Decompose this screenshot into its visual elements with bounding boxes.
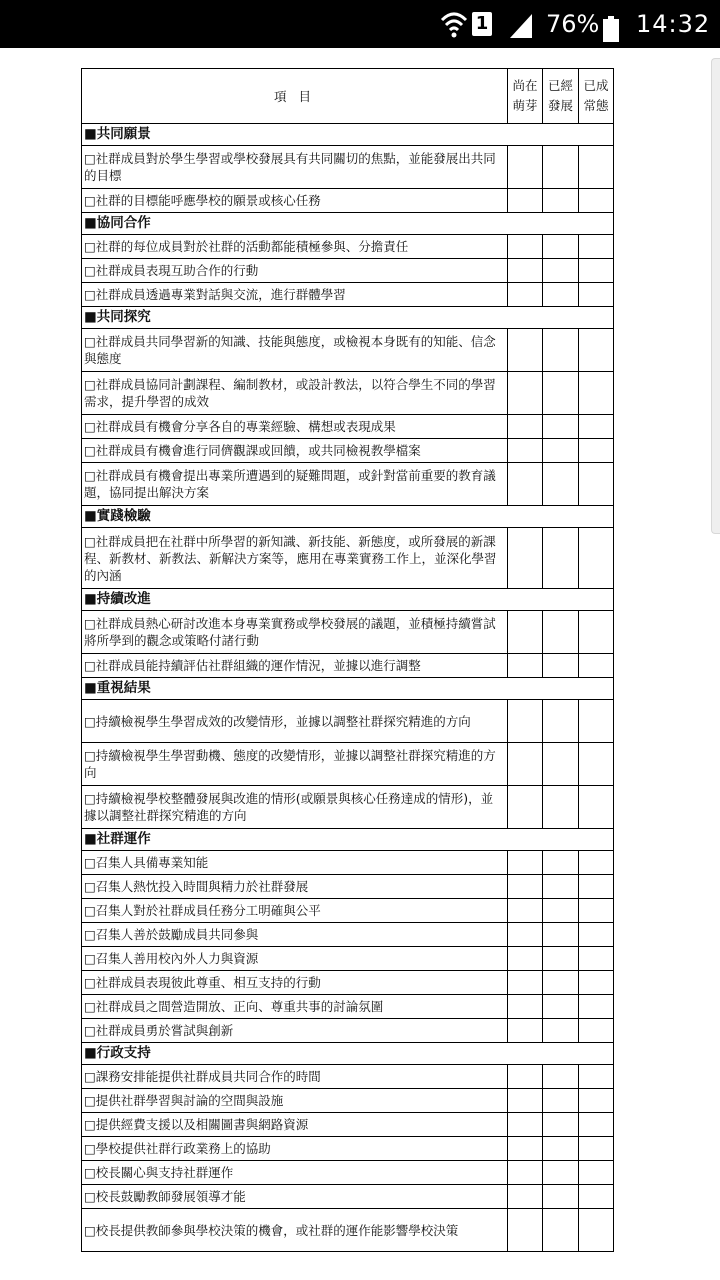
section-title: ■持續改進 bbox=[82, 589, 614, 611]
rating-cell-established[interactable] bbox=[579, 786, 614, 829]
rating-cell-developing[interactable] bbox=[543, 875, 579, 899]
rating-cell-developing[interactable] bbox=[543, 1209, 579, 1252]
header-stage-developing: 已經 發展 bbox=[543, 69, 579, 124]
rating-cell-established[interactable] bbox=[579, 259, 614, 283]
rating-cell-emerging[interactable] bbox=[508, 947, 543, 971]
rating-cell-emerging[interactable] bbox=[508, 875, 543, 899]
checklist-item[interactable]: □召集人對於社群成員任務分工明確與公平 bbox=[82, 899, 508, 923]
rating-cell-established[interactable] bbox=[579, 146, 614, 189]
rating-cell-developing[interactable] bbox=[543, 947, 579, 971]
rating-cell-emerging[interactable] bbox=[508, 235, 543, 259]
rating-cell-established[interactable] bbox=[579, 235, 614, 259]
status-bar bbox=[0, 0, 720, 48]
section-title: ■行政支持 bbox=[82, 1043, 614, 1065]
rating-cell-established[interactable] bbox=[579, 1137, 614, 1161]
battery-icon bbox=[603, 13, 619, 39]
checklist-item[interactable]: □社群成員把在社群中所學習的新知識、新技能、新態度，或所發展的新課程、新教材、新教法、新解決方案等，應用在專業實務工作上，並深化學習的內涵 bbox=[82, 528, 508, 589]
section-title: ■重視結果 bbox=[82, 678, 614, 700]
rating-cell-emerging[interactable] bbox=[508, 1137, 543, 1161]
rating-cell-emerging[interactable] bbox=[508, 146, 543, 189]
rating-cell-developing[interactable] bbox=[543, 1161, 579, 1185]
rating-cell-emerging[interactable] bbox=[508, 372, 543, 415]
rating-cell-developing[interactable] bbox=[543, 1137, 579, 1161]
rating-cell-emerging[interactable] bbox=[508, 463, 543, 506]
rating-cell-emerging[interactable] bbox=[508, 329, 543, 372]
rating-cell-developing[interactable] bbox=[543, 415, 579, 439]
rating-cell-emerging[interactable] bbox=[508, 899, 543, 923]
rating-cell-established[interactable] bbox=[579, 1065, 614, 1089]
checklist-item[interactable]: □社群成員透過專業對話與交流，進行群體學習 bbox=[82, 283, 508, 307]
rating-cell-developing[interactable] bbox=[543, 654, 579, 678]
checklist-item[interactable]: □召集人善於鼓勵成員共同參與 bbox=[82, 923, 508, 947]
rating-cell-developing[interactable] bbox=[543, 1065, 579, 1089]
rating-cell-established[interactable] bbox=[579, 528, 614, 589]
rating-cell-developing[interactable] bbox=[543, 995, 579, 1019]
rating-cell-developing[interactable] bbox=[543, 899, 579, 923]
section-title: ■協同合作 bbox=[82, 213, 614, 235]
rating-cell-emerging[interactable] bbox=[508, 1113, 543, 1137]
rating-cell-established[interactable] bbox=[579, 415, 614, 439]
checklist-item[interactable]: □社群成員協同計劃課程、編制教材，或設計教法，以符合學生不同的學習需求，提升學習的成效 bbox=[82, 372, 508, 415]
rating-cell-emerging[interactable] bbox=[508, 1161, 543, 1185]
rating-cell-emerging[interactable] bbox=[508, 1019, 543, 1043]
clock-time: 14:32 bbox=[636, 10, 711, 38]
rating-cell-developing[interactable] bbox=[543, 235, 579, 259]
rating-cell-developing[interactable] bbox=[543, 372, 579, 415]
checklist-item[interactable]: □校長鼓勵教師發展領導才能 bbox=[82, 1185, 508, 1209]
checklist-item[interactable]: □召集人具備專業知能 bbox=[82, 851, 508, 875]
checklist-item[interactable]: □召集人善用校內外人力與資源 bbox=[82, 947, 508, 971]
rating-cell-developing[interactable] bbox=[543, 611, 579, 654]
rating-cell-established[interactable] bbox=[579, 971, 614, 995]
rating-cell-developing[interactable] bbox=[543, 146, 579, 189]
checklist-item[interactable]: □社群成員表現彼此尊重、相互支持的行動 bbox=[82, 971, 508, 995]
checklist-item[interactable]: □社群成員表現互助合作的行動 bbox=[82, 259, 508, 283]
rating-cell-developing[interactable] bbox=[543, 259, 579, 283]
rating-cell-emerging[interactable] bbox=[508, 743, 543, 786]
header-stage-emerging: 尚在 萌芽 bbox=[508, 69, 543, 124]
checklist-item[interactable]: □校長提供教師參與學校決策的機會，或社群的運作能影響學校決策 bbox=[82, 1209, 508, 1252]
rating-cell-developing[interactable] bbox=[543, 1089, 579, 1113]
checklist-item[interactable]: □社群成員勇於嘗試與創新 bbox=[82, 1019, 508, 1043]
checklist-item[interactable]: □持續檢視學生學習動機、態度的改變情形，並據以調整社群探究精進的方向 bbox=[82, 743, 508, 786]
rating-cell-emerging[interactable] bbox=[508, 415, 543, 439]
rating-cell-established[interactable] bbox=[579, 463, 614, 506]
rating-cell-established[interactable] bbox=[579, 700, 614, 743]
rating-cell-established[interactable] bbox=[579, 329, 614, 372]
rating-cell-developing[interactable] bbox=[543, 700, 579, 743]
rating-cell-established[interactable] bbox=[579, 947, 614, 971]
section-title: ■共同願景 bbox=[82, 124, 614, 146]
rating-cell-emerging[interactable] bbox=[508, 654, 543, 678]
rating-cell-emerging[interactable] bbox=[508, 528, 543, 589]
rating-cell-developing[interactable] bbox=[543, 971, 579, 995]
checklist-item[interactable]: □提供經費支援以及相關圖書與網路資源 bbox=[82, 1113, 508, 1137]
rating-cell-established[interactable] bbox=[579, 1161, 614, 1185]
rating-cell-developing[interactable] bbox=[543, 283, 579, 307]
checklist-item[interactable]: □學校提供社群行政業務上的協助 bbox=[82, 1137, 508, 1161]
rating-cell-emerging[interactable] bbox=[508, 1185, 543, 1209]
rating-cell-developing[interactable] bbox=[543, 1185, 579, 1209]
rating-cell-established[interactable] bbox=[579, 1019, 614, 1043]
rating-cell-established[interactable] bbox=[579, 851, 614, 875]
rating-cell-established[interactable] bbox=[579, 995, 614, 1019]
evaluation-table-container bbox=[81, 68, 613, 1252]
rating-cell-established[interactable] bbox=[579, 1185, 614, 1209]
rating-cell-emerging[interactable] bbox=[508, 995, 543, 1019]
header-item: 項 目 bbox=[82, 69, 508, 124]
checklist-item[interactable]: □社群成員共同學習新的知識、技能與態度，或檢視本身既有的知能、信念與態度 bbox=[82, 329, 508, 372]
rating-cell-emerging[interactable] bbox=[508, 923, 543, 947]
rating-cell-emerging[interactable] bbox=[508, 259, 543, 283]
rating-cell-established[interactable] bbox=[579, 1113, 614, 1137]
rating-cell-emerging[interactable] bbox=[508, 786, 543, 829]
signal-icon bbox=[508, 0, 534, 48]
checklist-item[interactable]: □提供社群學習與討論的空間與設施 bbox=[82, 1089, 508, 1113]
section-title: ■共同探究 bbox=[82, 307, 614, 329]
rating-cell-developing[interactable] bbox=[543, 1113, 579, 1137]
rating-cell-established[interactable] bbox=[579, 1209, 614, 1252]
rating-cell-developing[interactable] bbox=[543, 1019, 579, 1043]
checklist-item[interactable]: □社群的每位成員對於社群的活動都能積極參與、分擔責任 bbox=[82, 235, 508, 259]
checklist-item[interactable]: □持續檢視學生學習成效的改變情形，並據以調整社群探究精進的方向 bbox=[82, 700, 508, 743]
rating-cell-developing[interactable] bbox=[543, 189, 579, 213]
rating-cell-developing[interactable] bbox=[543, 329, 579, 372]
rating-cell-developing[interactable] bbox=[543, 786, 579, 829]
rating-cell-emerging[interactable] bbox=[508, 851, 543, 875]
checklist-item[interactable]: □社群的目標能呼應學校的願景或核心任務 bbox=[82, 189, 508, 213]
checklist-item[interactable]: □社群成員熱心研討改進本身專業實務或學校發展的議題，並積極持續嘗試將所學到的觀念或策略付諸行動 bbox=[82, 611, 508, 654]
evaluation-table bbox=[81, 68, 614, 1252]
rating-cell-established[interactable] bbox=[579, 439, 614, 463]
rating-cell-established[interactable] bbox=[579, 875, 614, 899]
rating-cell-established[interactable] bbox=[579, 372, 614, 415]
rating-cell-established[interactable] bbox=[579, 189, 614, 213]
rating-cell-developing[interactable] bbox=[543, 851, 579, 875]
rating-cell-established[interactable] bbox=[579, 899, 614, 923]
rating-cell-established[interactable] bbox=[579, 743, 614, 786]
rating-cell-established[interactable] bbox=[579, 654, 614, 678]
wifi-icon bbox=[440, 0, 468, 48]
rating-cell-established[interactable] bbox=[579, 923, 614, 947]
checklist-item[interactable]: □社群成員有機會進行同儕觀課或回饋，或共同檢視教學檔案 bbox=[82, 439, 508, 463]
rating-cell-developing[interactable] bbox=[543, 743, 579, 786]
section-title: ■實踐檢驗 bbox=[82, 506, 614, 528]
section-title: ■社群運作 bbox=[82, 829, 614, 851]
checklist-item[interactable]: □社群成員有機會提出專業所遭遇到的疑難問題，或針對當前重要的教育議題，協同提出解決方案 bbox=[82, 463, 508, 506]
checklist-item[interactable]: □社群成員有機會分享各自的專業經驗、構想或表現成果 bbox=[82, 415, 508, 439]
scrollbar[interactable] bbox=[711, 58, 720, 534]
header-stage-established: 已成 常態 bbox=[579, 69, 614, 124]
rating-cell-emerging[interactable] bbox=[508, 971, 543, 995]
rating-cell-emerging[interactable] bbox=[508, 700, 543, 743]
checklist-item[interactable]: □校長關心與支持社群運作 bbox=[82, 1161, 508, 1185]
checklist-item[interactable]: □課務安排能提供社群成員共同合作的時間 bbox=[82, 1065, 508, 1089]
checklist-item[interactable]: □持續檢視學校整體發展與改進的情形(或願景與核心任務達成的情形)，並據以調整社群探究精進的方向 bbox=[82, 786, 508, 829]
rating-cell-emerging[interactable] bbox=[508, 283, 543, 307]
rating-cell-established[interactable] bbox=[579, 1089, 614, 1113]
rating-cell-developing[interactable] bbox=[543, 528, 579, 589]
checklist-item[interactable]: □社群成員之間營造開放、正向、尊重共事的討論氛圍 bbox=[82, 995, 508, 1019]
rating-cell-emerging[interactable] bbox=[508, 611, 543, 654]
checklist-item[interactable]: □社群成員對於學生學習或學校發展具有共同關切的焦點，並能發展出共同的目標 bbox=[82, 146, 508, 189]
rating-cell-emerging[interactable] bbox=[508, 1065, 543, 1089]
rating-cell-established[interactable] bbox=[579, 611, 614, 654]
checklist-item[interactable]: □社群成員能持續評估社群組織的運作情況，並據以進行調整 bbox=[82, 654, 508, 678]
rating-cell-emerging[interactable] bbox=[508, 189, 543, 213]
rating-cell-established[interactable] bbox=[579, 283, 614, 307]
rating-cell-emerging[interactable] bbox=[508, 439, 543, 463]
checklist-item[interactable]: □召集人熱忱投入時間與精力於社群發展 bbox=[82, 875, 508, 899]
rating-cell-emerging[interactable] bbox=[508, 1089, 543, 1113]
rating-cell-developing[interactable] bbox=[543, 463, 579, 506]
sim-label: 1 bbox=[472, 12, 492, 36]
rating-cell-developing[interactable] bbox=[543, 439, 579, 463]
rating-cell-emerging[interactable] bbox=[508, 1209, 543, 1252]
battery-percent: 76% bbox=[546, 10, 600, 38]
rating-cell-developing[interactable] bbox=[543, 923, 579, 947]
